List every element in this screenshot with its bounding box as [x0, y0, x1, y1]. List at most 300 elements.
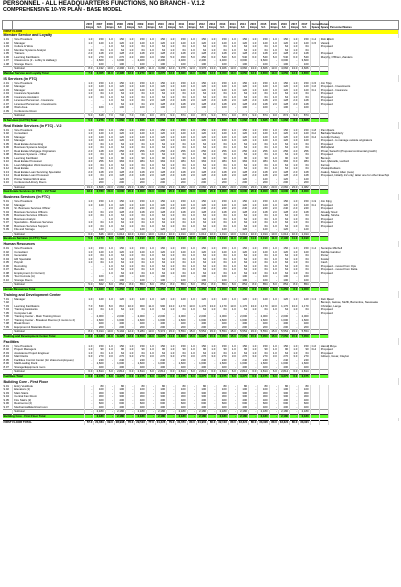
column-header: Personnel Names — [329, 21, 399, 30]
value-cell: 1.0 — [85, 214, 94, 218]
value-cell: 1.0 — [290, 143, 299, 147]
value-cell: 13.0 — [146, 334, 155, 338]
value-cell: 128 — [135, 52, 146, 56]
value-cell: 100 — [94, 275, 105, 279]
value-cell: 2.0 — [126, 52, 135, 56]
value-cell: - — [85, 207, 94, 211]
value-cell: 1.0 — [290, 265, 299, 269]
value-cell: - — [269, 406, 278, 410]
value-cell: 1,600 — [196, 319, 207, 323]
value-cell: 19.0 — [85, 185, 94, 190]
value-cell: 1.0 — [290, 221, 299, 225]
value-cell: 128 — [299, 171, 310, 175]
value-cell: 1.0 — [269, 146, 278, 150]
value-cell: 200 — [176, 326, 187, 330]
value-cell: 1.0 — [146, 221, 155, 225]
value-cell: 128 — [94, 171, 105, 175]
value-cell: - — [187, 388, 196, 392]
value-cell: 1.0 — [167, 45, 176, 49]
value-cell: 1.0 — [249, 45, 258, 49]
value-cell: 1.0 — [269, 308, 278, 312]
value-cell: 128 — [237, 52, 248, 56]
value-cell: 64 — [94, 174, 105, 178]
value-cell: 33,321 — [300, 420, 309, 424]
value-cell: 120 — [237, 42, 248, 46]
value-cell: 3,375 — [155, 374, 166, 378]
value-cell: 120 — [278, 178, 289, 182]
value-cell: 128 — [155, 171, 166, 175]
value-cell: 1.0 — [269, 345, 278, 349]
value-cell: 64 — [258, 225, 269, 229]
value-cell: - — [187, 315, 196, 319]
row-code: 6.06 — [3, 265, 13, 269]
value-cell: 64 — [237, 225, 248, 229]
value-cell: 1.0 — [126, 298, 135, 302]
value-cell: 1,170 — [258, 305, 269, 309]
value-cell: - — [85, 63, 94, 67]
value-cell: 15.0 — [228, 330, 237, 335]
value-cell: 240 — [258, 359, 269, 363]
value-cell: 6.0 — [290, 374, 299, 378]
row-label: Computer Lab — [13, 312, 85, 316]
value-cell: 23.0 — [187, 185, 196, 190]
value-cell: - — [228, 362, 237, 366]
value-cell: 64 — [299, 258, 310, 262]
row-label: HR Specialist — [13, 258, 85, 262]
value-cell: 6.0 — [126, 370, 135, 375]
value-cell: 100 — [176, 63, 187, 67]
value-cell: 1.0 — [105, 85, 114, 89]
value-cell: 120 — [155, 178, 166, 182]
value-cell: 64 — [237, 146, 248, 150]
value-cell: 270 — [278, 355, 289, 359]
value-cell: 256 — [278, 150, 289, 154]
value-cell: 1.0 — [187, 38, 196, 42]
row-label: Vice President — [13, 38, 85, 42]
value-cell: 1.0 — [126, 132, 135, 136]
value-cell: - — [299, 312, 310, 316]
value-cell: 3,376 — [196, 67, 207, 72]
value-cell: 2.0 — [269, 99, 278, 103]
value-cell: - — [85, 312, 94, 316]
value-cell: 1.0 — [146, 129, 155, 133]
value-cell: 100 — [258, 388, 269, 392]
value-cell: - — [208, 402, 217, 406]
value-cell: 1,666 — [135, 118, 146, 122]
personnel-names: Jim Trap — [320, 80, 332, 85]
value-cell: - — [167, 326, 176, 330]
value-cell: 1.0 — [126, 214, 135, 218]
value-cell: 120 — [114, 298, 125, 302]
value-cell: 1.0 — [269, 265, 278, 269]
value-cell: 4.0 — [187, 150, 196, 154]
value-cell: 64 — [299, 92, 310, 96]
value-cell: 300 — [299, 392, 310, 396]
value-cell: 1.0 — [187, 153, 196, 157]
value-cell: 1,600 — [155, 362, 166, 366]
value-cell: 1.0 — [187, 132, 196, 136]
value-cell: 270 — [258, 355, 269, 359]
value-cell: 5.0 — [85, 114, 94, 119]
value-cell: 600 — [258, 402, 269, 406]
value-cell: 2,180 — [237, 410, 248, 415]
value-cell: 11.0 — [290, 237, 299, 241]
value-cell: 64 — [258, 268, 269, 272]
value-cell: 200 — [94, 181, 105, 185]
value-cell: - — [114, 110, 125, 114]
value-cell: 4.0 — [85, 160, 94, 164]
value-cell: 7,050 — [217, 334, 228, 338]
value-cell: 90 — [237, 348, 248, 352]
value-cell: 10.0 — [167, 232, 176, 237]
value-cell: - — [208, 275, 217, 279]
value-cell: 1.0 — [290, 268, 299, 272]
value-cell: 64 — [135, 164, 146, 168]
value-cell: 2,496 — [114, 67, 125, 72]
value-cell: 1,600 — [237, 362, 248, 366]
value-cell: 64 — [114, 225, 125, 229]
value-cell: 128 — [114, 52, 125, 56]
value-cell: 1.0 — [187, 345, 196, 349]
value-cell: - — [126, 395, 135, 399]
value-cell: - — [126, 392, 135, 396]
value-cell: 64 — [217, 268, 228, 272]
value-cell: 64 — [114, 99, 125, 103]
value-cell: - — [105, 63, 114, 67]
value-cell: 120 — [155, 251, 166, 255]
value-cell: 120 — [258, 132, 269, 136]
value-cell: 400 — [278, 322, 289, 326]
value-cell: 2.0 — [167, 211, 176, 215]
value-cell: - — [187, 181, 196, 185]
value-cell: 1.0 — [105, 221, 114, 225]
value-cell: 150 — [299, 247, 310, 251]
value-cell: - — [208, 366, 217, 370]
value-cell: - — [228, 414, 237, 418]
value-cell: 120 — [299, 204, 310, 208]
value-cell: 64 — [155, 308, 166, 312]
value-cell: 128 — [237, 171, 248, 175]
value-cell: 6.0 — [208, 370, 217, 375]
value-cell: 90 — [94, 348, 105, 352]
value-cell: 128 — [135, 174, 146, 178]
row-code: 2.08 — [3, 106, 13, 110]
value-cell: 6.0 — [269, 374, 278, 378]
value-cell: 64 — [278, 49, 289, 53]
value-cell: 100 — [299, 275, 310, 279]
row-code: 1.08 — [3, 63, 13, 67]
value-cell: 4,666 — [237, 67, 248, 72]
value-cell: 2,190 — [196, 237, 207, 241]
value-cell: - — [146, 275, 155, 279]
value-cell: 64 — [217, 352, 228, 356]
value-cell: 120 — [155, 85, 166, 89]
row-label: Vice President — [13, 200, 85, 204]
value-cell: 6.0 — [269, 160, 278, 164]
value-cell: 1.0 — [146, 218, 155, 222]
value-cell: - — [208, 315, 217, 319]
value-cell: 1.0 — [228, 308, 237, 312]
value-cell: 1.0 — [187, 45, 196, 49]
value-cell: 4,650 — [299, 71, 310, 75]
value-cell: 2,180 — [299, 410, 310, 415]
value-cell: 8.0 — [269, 118, 278, 122]
value-cell: 120 — [114, 132, 125, 136]
value-cell: 1,020 — [94, 287, 105, 291]
value-cell: 240 — [237, 359, 248, 363]
value-cell: 1.0 — [85, 298, 94, 302]
value-cell: - — [187, 110, 196, 114]
value-cell: 1,600 — [94, 319, 105, 323]
value-cell: 6.0 — [208, 160, 217, 164]
value-cell: 1.0 — [208, 49, 217, 53]
row-code: 1.03 — [3, 45, 13, 49]
value-cell: 2.0 — [208, 52, 217, 56]
value-cell: 1.0 — [228, 352, 237, 356]
value-cell: - — [85, 392, 94, 396]
value-cell: 1.0 — [269, 136, 278, 140]
value-cell: 1.0 — [187, 261, 196, 265]
value-cell: 4.0 — [105, 150, 114, 154]
row-code: 3.15 — [3, 178, 13, 182]
value-cell: - — [208, 395, 217, 399]
value-cell: 100 — [135, 279, 146, 283]
value-cell: 128 — [278, 171, 289, 175]
value-cell: 64 — [176, 218, 187, 222]
value-cell: - — [167, 178, 176, 182]
value-cell: 80.0 — [208, 421, 217, 425]
value-cell: - — [167, 359, 176, 363]
value-cell: 1.0 — [85, 157, 94, 161]
value-cell: 1.0 — [146, 45, 155, 49]
value-cell: 1,600 — [114, 362, 125, 366]
value-cell: 1.0 — [85, 204, 94, 208]
value-cell: - — [290, 63, 299, 67]
value-cell: 1,600 — [94, 362, 105, 366]
value-cell: 1.0 — [146, 89, 155, 93]
value-cell: 400 — [155, 366, 166, 370]
value-cell: 3.0 — [187, 355, 196, 359]
value-cell: - — [249, 392, 258, 396]
value-cell: 150 — [237, 129, 248, 133]
value-cell: 64 — [278, 214, 289, 218]
value-cell: 100 — [155, 388, 166, 392]
value-cell: 300 — [114, 392, 125, 396]
value-cell: 1.0 — [85, 42, 94, 46]
value-cell: 1.0 — [187, 221, 196, 225]
value-cell: - — [249, 228, 258, 232]
value-cell: 1.0 — [105, 200, 114, 204]
value-cell: 1.0 — [126, 254, 135, 258]
value-cell: - — [187, 178, 196, 182]
value-cell: 15.0 — [187, 334, 196, 338]
value-cell: 1,600 — [217, 362, 228, 366]
value-cell: 1.0 — [290, 251, 299, 255]
value-cell: 8.0 — [208, 287, 217, 291]
value-cell: 64 — [94, 146, 105, 150]
value-cell: 2.0 — [249, 207, 258, 211]
value-cell: 1.0 — [290, 345, 299, 349]
value-cell: 1.0 — [228, 157, 237, 161]
value-cell: 3,000 — [176, 190, 187, 194]
value-cell: - — [105, 110, 114, 114]
row-label: Manager — [13, 85, 85, 89]
value-cell: 6.0 — [85, 232, 94, 237]
value-cell: 1.0 — [105, 258, 114, 262]
value-cell: 300 — [114, 395, 125, 399]
value-cell: 400 — [237, 322, 248, 326]
value-cell: 1.0 — [269, 218, 278, 222]
value-cell: 29,523 — [136, 420, 145, 424]
value-cell: 120 — [176, 85, 187, 89]
value-cell: 400 — [114, 322, 125, 326]
value-cell: 1.0 — [290, 308, 299, 312]
value-cell: 64 — [114, 153, 125, 157]
value-cell: 128 — [176, 174, 187, 178]
value-cell: - — [290, 410, 299, 415]
value-cell: 256 — [237, 150, 248, 154]
value-cell: 1,600 — [258, 362, 269, 366]
value-cell: 3,375 — [94, 374, 105, 378]
value-cell: 1,170 — [278, 305, 289, 309]
value-cell: 1.0 — [249, 352, 258, 356]
value-cell: 64 — [299, 254, 310, 258]
row-code: 7.05 — [3, 312, 13, 316]
row-code: 5.09 — [3, 228, 13, 232]
value-cell: 2.0 — [269, 52, 278, 56]
value-cell: 3,466 — [217, 67, 228, 72]
value-cell: 64 — [94, 167, 105, 171]
value-cell: - — [208, 388, 217, 392]
value-cell: 120 — [155, 132, 166, 136]
value-cell: - — [187, 402, 196, 406]
value-cell: 1.0 — [249, 49, 258, 53]
value-cell: - — [269, 315, 278, 319]
value-cell: 64 — [217, 308, 228, 312]
value-cell: - — [105, 319, 114, 323]
value-cell: - — [290, 362, 299, 366]
value-cell: 1.0 — [208, 352, 217, 356]
value-cell: 64 — [155, 268, 166, 272]
value-cell: 1.0 — [228, 218, 237, 222]
row-code: 7.02 — [3, 301, 13, 305]
value-cell: - — [167, 319, 176, 323]
value-cell: - — [85, 268, 94, 272]
value-cell: 6.0 — [126, 160, 135, 164]
value-cell: 120 — [176, 136, 187, 140]
value-cell: 1.0 — [249, 42, 258, 46]
value-cell: 1.0 — [146, 272, 155, 276]
value-cell: 2,180 — [237, 414, 248, 418]
value-cell: 1,666 — [155, 118, 166, 122]
value-cell: 1.0 — [167, 42, 176, 46]
value-cell: - — [167, 63, 176, 67]
value-cell: 64 — [278, 352, 289, 356]
value-cell: 1.0 — [208, 143, 217, 147]
value-cell: 1,600 — [278, 319, 289, 323]
value-cell: 64 — [135, 221, 146, 225]
row-label: Licensed Personnel - Insurance — [13, 99, 85, 103]
value-cell: - — [208, 312, 217, 316]
value-cell: 1.0 — [85, 82, 94, 86]
value-cell: 300 — [278, 395, 289, 399]
value-cell: 1.0 — [208, 153, 217, 157]
value-cell: 64 — [196, 268, 207, 272]
value-cell: 1.0 — [105, 103, 114, 107]
value-cell: 120 — [135, 139, 146, 143]
value-cell: 23.0 — [208, 185, 217, 190]
row-label: Learning Facilitators — [13, 56, 85, 60]
value-cell: 270 — [237, 355, 248, 359]
value-cell: 2.0 — [208, 99, 217, 103]
column-header: 2016 Emps — [269, 21, 278, 30]
value-cell: 1,666 — [237, 118, 248, 122]
value-cell: 400 — [114, 399, 125, 403]
value-cell: 2.0 — [249, 174, 258, 178]
value-cell: 15.0 — [208, 334, 217, 338]
value-cell: 64 — [299, 268, 310, 272]
value-cell: 64 — [258, 49, 269, 53]
value-cell: 600 — [176, 402, 187, 406]
value-cell: 400 — [135, 406, 146, 410]
value-cell: 1.0 — [105, 254, 114, 258]
value-cell: 1.0 — [269, 348, 278, 352]
value-cell: - — [146, 388, 155, 392]
value-cell: 150 — [196, 247, 207, 251]
value-cell: 15.0 — [269, 330, 278, 335]
value-cell: 200 — [114, 326, 125, 330]
value-cell: 64 — [278, 218, 289, 222]
value-cell: 64 — [135, 254, 146, 258]
value-cell: 1.0 — [208, 38, 217, 42]
value-cell: 1.0 — [249, 272, 258, 276]
value-cell: 150 — [237, 82, 248, 86]
value-cell: - — [94, 268, 105, 272]
value-cell: 1,600 — [196, 362, 207, 366]
value-cell: 64 — [299, 143, 310, 147]
value-cell: 64 — [278, 153, 289, 157]
row-label: Real Estate Accounting — [13, 143, 85, 147]
value-cell: 5,194 — [114, 330, 125, 335]
value-cell: 1,170 — [237, 305, 248, 309]
value-cell: - — [249, 319, 258, 323]
value-cell: 1,170 — [196, 305, 207, 309]
value-cell: 13.0 — [290, 67, 299, 72]
value-cell: 100 — [94, 106, 105, 110]
value-cell: 15.0 — [290, 334, 299, 338]
value-cell: 1.0 — [105, 214, 114, 218]
value-cell: 1.0 — [146, 308, 155, 312]
value-cell: 2,082 — [217, 185, 228, 190]
value-cell: 1.0 — [187, 298, 196, 302]
value-cell: 1,666 — [217, 118, 228, 122]
value-cell: 1.0 — [167, 268, 176, 272]
value-cell: 2,000 — [114, 315, 125, 319]
value-cell: 1.0 — [269, 129, 278, 133]
value-cell: 400 — [114, 406, 125, 410]
value-cell: 11.0 — [146, 305, 155, 309]
value-cell: 384 — [176, 160, 187, 164]
value-cell: 64 — [176, 265, 187, 269]
value-cell: - — [146, 392, 155, 396]
value-cell: C-6 — [310, 85, 319, 89]
value-cell: 1.0 — [269, 85, 278, 89]
value-cell: 360 — [135, 56, 146, 60]
value-cell: - — [187, 410, 196, 415]
value-cell: - — [290, 59, 299, 63]
value-cell: 13.0 — [269, 67, 278, 72]
value-cell: 64 — [114, 49, 125, 53]
